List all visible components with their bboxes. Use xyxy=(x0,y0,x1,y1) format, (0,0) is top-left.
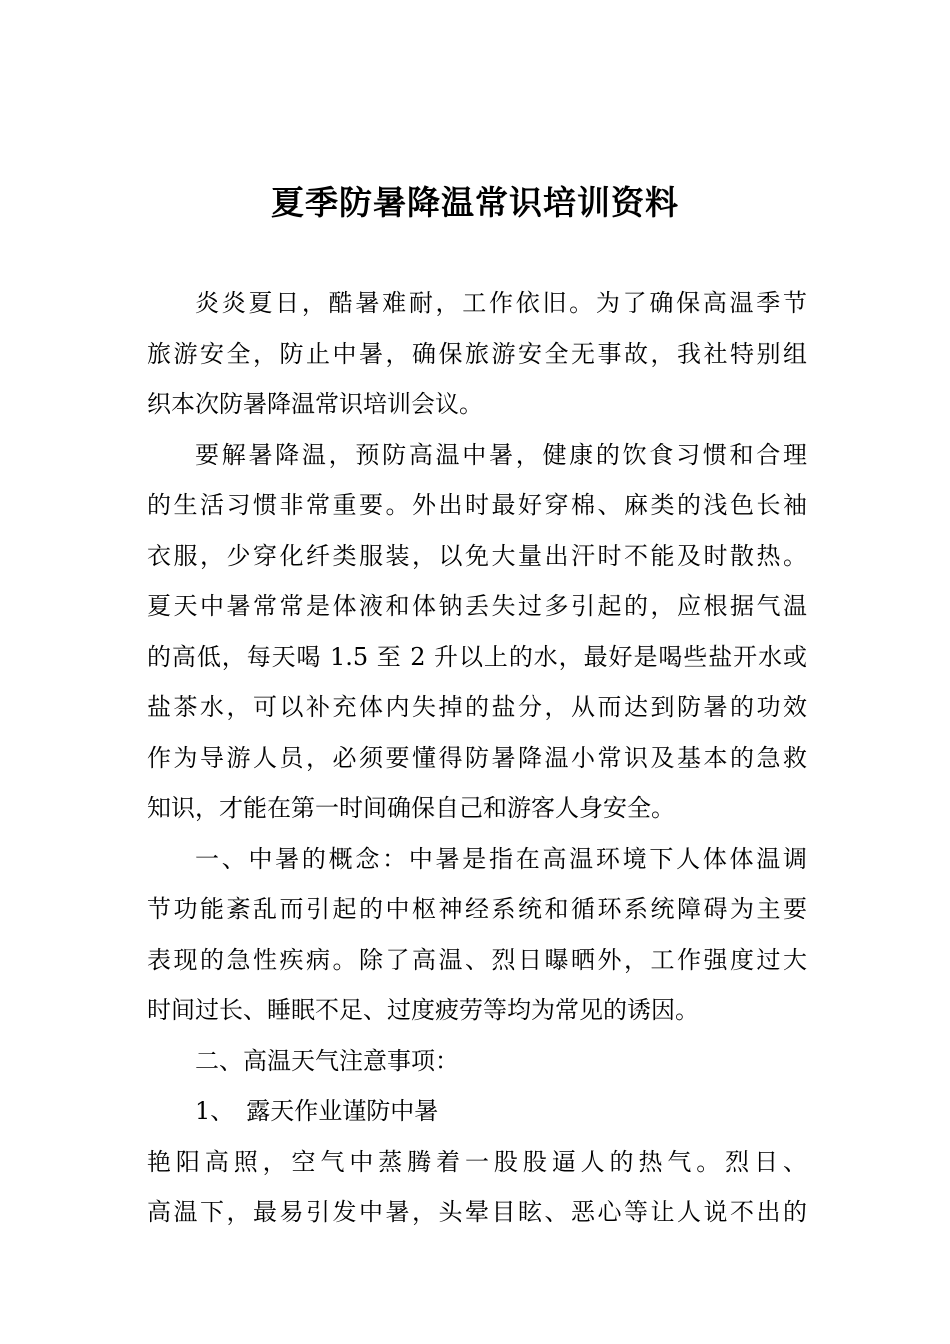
text-line: 作为导游人员，必须要懂得防暑降温小常识及基本的急救 xyxy=(147,743,807,772)
text-line: 高温下，最易引发中暑，头晕目眩、恶心等让人说不出的 xyxy=(147,1198,807,1226)
text-line: 衣服，少穿化纤类服装，以免大量出汗时不能及时散热。 xyxy=(147,541,807,570)
text-line: 表现的急性疾病。除了高温、烈日曝晒外，工作强度过大 xyxy=(147,945,807,974)
text-line: 艳阳高照，空气中蒸腾着一股股逼人的热气。烈日、 xyxy=(147,1147,807,1176)
text-line: 知识，才能在第一时间确保自己和游客人身安全。 xyxy=(147,794,675,822)
text-line: 的高低，每天喝 1.5 至 2 升以上的水，最好是喝些盐开水或 xyxy=(147,642,807,671)
text-line: 要解暑降温，预防高温中暑，健康的饮食习惯和合理 xyxy=(195,440,807,469)
subsection-heading: 1、 露天作业谨防中暑 xyxy=(195,1097,439,1125)
document-title: 夏季防暑降温常识培训资料 xyxy=(271,183,679,222)
text-line: 旅游安全，防止中暑，确保旅游安全无事故，我社特别组 xyxy=(147,339,807,368)
document-body xyxy=(147,278,807,1238)
text-line: 夏天中暑常常是体液和体钠丢失过多引起的，应根据气温 xyxy=(147,592,807,620)
text-line: 炎炎夏日，酷暑难耐，工作依旧。为了确保高温季节 xyxy=(195,289,807,317)
text-line: 的生活习惯非常重要。外出时最好穿棉、麻类的浅色长袖 xyxy=(147,491,807,519)
text-line: 盐茶水，可以补充体内失掉的盐分，从而达到防暑的功效 xyxy=(147,693,807,721)
text-line: 织本次防暑降温常识培训会议。 xyxy=(147,390,483,418)
section-heading: 二、高温天气注意事项： xyxy=(195,1046,459,1075)
text-line: 一、中暑的概念：中暑是指在高温环境下人体体温调 xyxy=(195,844,807,873)
text-line: 时间过长、睡眠不足、过度疲劳等均为常见的诱因。 xyxy=(147,996,699,1024)
text-line: 节功能紊乱而引起的中枢神经系统和循环系统障碍为主要 xyxy=(147,895,807,923)
